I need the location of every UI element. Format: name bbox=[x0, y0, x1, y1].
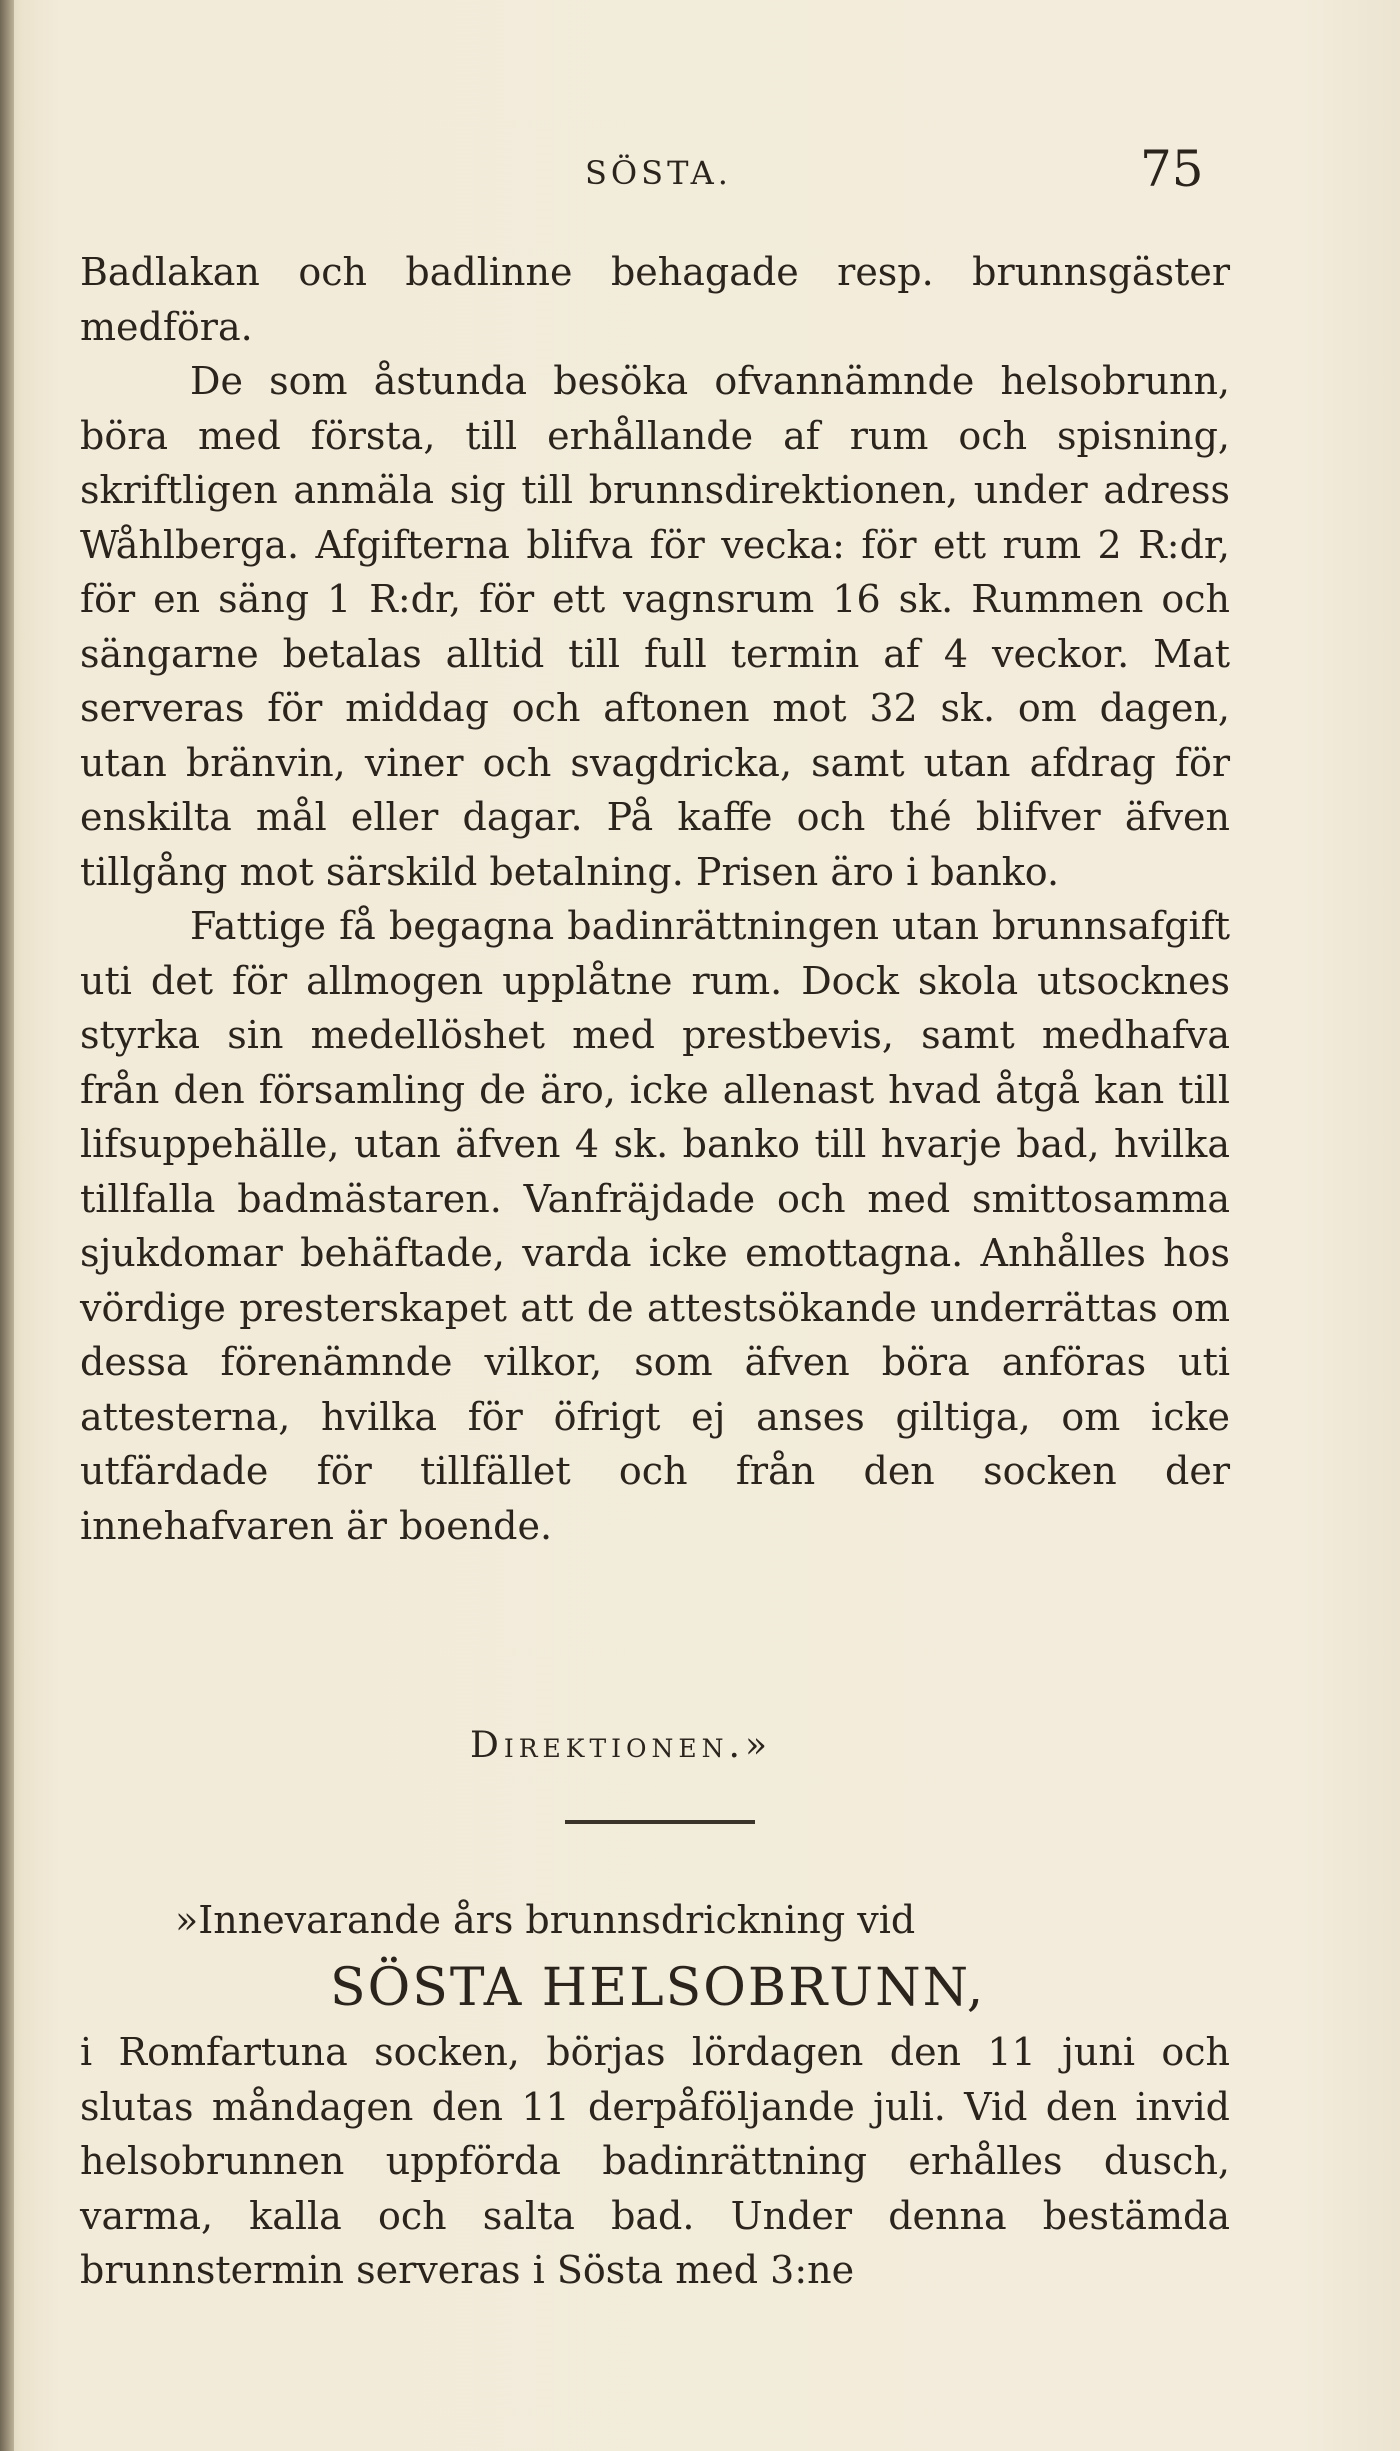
paragraph-bathing-linen: Badlakan och badlinne behagade resp. brunnsgäster medföra. bbox=[80, 250, 1230, 349]
main-text bbox=[80, 245, 1230, 1553]
book-spine-shadow bbox=[0, 0, 14, 2451]
section-divider bbox=[565, 1820, 755, 1824]
notice-intro: »Innevarande års brunnsdrickning vid bbox=[175, 1898, 916, 1942]
paragraph-season: i Romfartuna socken, börjas lördagen den 11 juni och slutas måndagen den 11 derpåföljande juli. Vid den invid helsobrunnen uppförda badinrättning erhålles dusch, varma, kalla och salta bad. Under denna bestämda brunnstermin serveras i Sösta med 3:ne bbox=[80, 2030, 1230, 2292]
running-head: SÖSTA. bbox=[585, 154, 732, 192]
paragraph-poor-patients: Fattige få begagna badinrättningen utan brunnsafgift uti det för allmogen upplåtne rum. Dock skola utsocknes styrka sin medellöshet med prestbevis, samt medhafva från den församling de äro, icke allenast hvad åtgå kan till lifsuppehälle, utan äfven 4 sk. banko till hvarje bad, hvilka tillfalla badmästaren. Vanfräjdade och med smittosamma sjukdomar behäftade, varda icke emottagna. Anhålles hos vördige presterskapet att de attestsökande underrättas om dessa förenämnde vilkor, som äfven böra anföras uti attesterna, hvilka för öfrigt ej anses giltiga, om icke utfärdade för tillfället och från den socken der innehafvaren är boende. bbox=[80, 904, 1230, 1548]
notice-text bbox=[80, 2025, 1230, 2298]
page-header bbox=[0, 140, 1400, 200]
notice-heading: SÖSTA HELSOBRUNN, bbox=[330, 1958, 986, 2018]
signature-direktionen: Direktionen.» bbox=[470, 1725, 773, 1766]
page-number: 75 bbox=[1140, 140, 1204, 198]
paragraph-fees: De som åstunda besöka ofvannämnde helsobrunn, böra med första, till erhållande af rum och spisning, skriftligen anmäla sig till brunnsdirektionen, under adress Wåhlberga. Afgifterna blifva för vecka: för ett rum 2 R:dr, för en säng 1 R:dr, för ett vagnsrum 16 sk. Rummen och sängarne betalas alltid till full termin af 4 veckor. Mat serveras för middag och aftonen mot 32 sk. om dagen, utan bränvin, viner och svagdricka, samt utan afdrag för enskilta mål eller dagar. På kaffe och thé blifver äfven tillgång mot särskild betalning. Prisen äro i banko. bbox=[80, 359, 1230, 894]
